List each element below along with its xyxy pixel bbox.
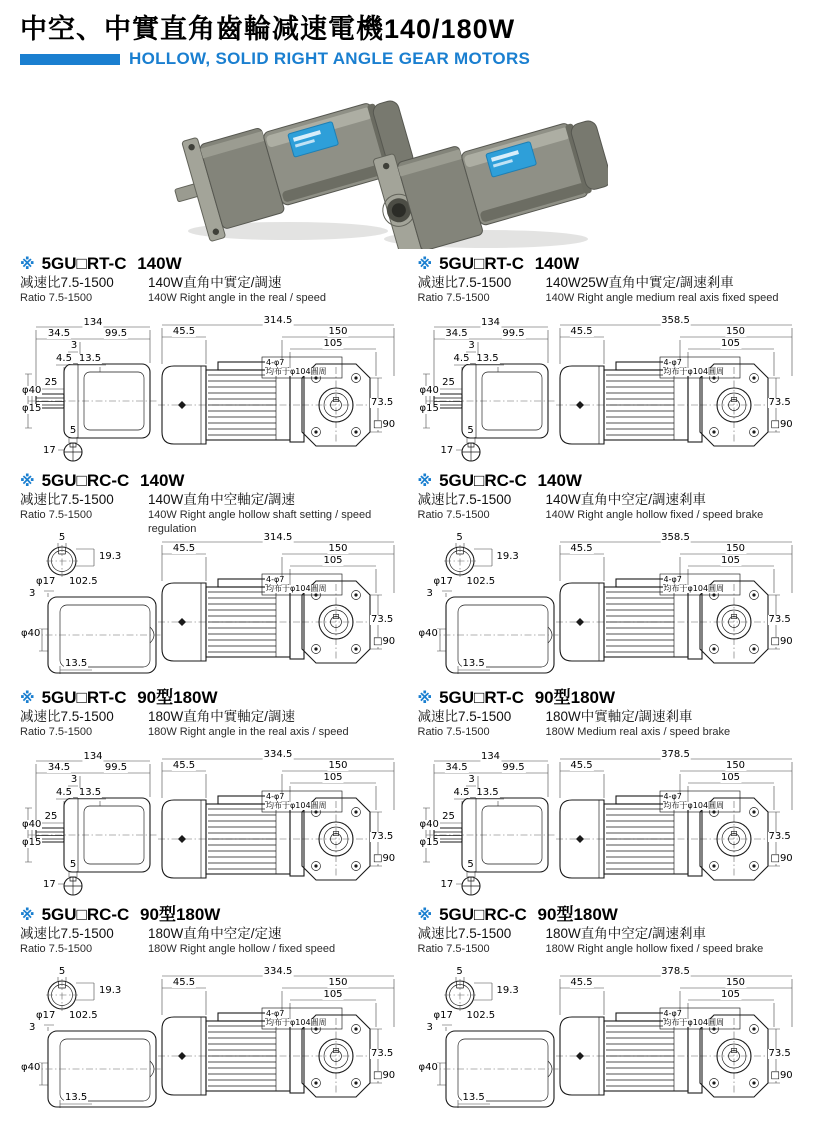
- desc-en: 140W Right angle hollow shaft setting / speed regulation: [148, 509, 372, 535]
- spec-sections: [0, 249, 815, 1117]
- dim-73-5: 73.5: [371, 1048, 394, 1060]
- dim-34-5: 34.5: [445, 328, 468, 340]
- desc-en: 180W Right angle hollow fixed / speed brake: [545, 943, 764, 956]
- desc-en: 140W Right angle in the real / speed: [148, 292, 326, 305]
- section-descriptions: [20, 926, 412, 956]
- technical-drawing-rc140-brake: [418, 533, 796, 683]
- section-marker: ※: [417, 690, 433, 708]
- dim-13-5: 13.5: [65, 658, 88, 670]
- technical-drawing-rc140: [20, 533, 398, 683]
- dim-5: 5: [69, 425, 77, 437]
- section-descriptions: [418, 709, 810, 739]
- desc-cn: 180W直角中空定/調速剎車: [545, 926, 707, 942]
- dim-5: 5: [58, 966, 66, 978]
- dim-73-5: 73.5: [768, 614, 791, 626]
- ratio-en: Ratio 7.5-1500: [20, 292, 93, 305]
- dim-dia-40: φ40: [418, 1062, 438, 1074]
- dim-150: 150: [328, 326, 348, 338]
- dim-17: 17: [440, 445, 454, 457]
- ratio-en: Ratio 7.5-1500: [20, 509, 93, 522]
- technical-drawing-rt140: [20, 316, 398, 466]
- dim-5: 5: [467, 425, 474, 437]
- section-descriptions: [418, 275, 810, 305]
- dim-dia-17: φ17: [433, 576, 453, 588]
- dim-102-5: 102.5: [69, 1010, 98, 1022]
- dim-dia-40: φ40: [419, 819, 439, 831]
- ratio-cn: 减速比7.5-1500: [20, 709, 114, 725]
- dim-34-5: 34.5: [445, 762, 468, 774]
- dim-45-5: 45.5: [570, 326, 593, 338]
- dim-25: 25: [442, 811, 455, 823]
- dim-square-90: □90: [770, 853, 793, 865]
- dim-13-5: 13.5: [476, 353, 499, 365]
- model-title: [418, 905, 810, 925]
- note-bolt-circle: 均布于φ104圓周: [266, 1018, 327, 1028]
- note-bolt-holes: 4-φ7: [266, 792, 285, 802]
- dim-dia-17: φ17: [433, 1010, 453, 1022]
- note-bolt-circle: 均布于φ104圓周: [266, 801, 327, 811]
- ratio-cn: 减速比7.5-1500: [417, 926, 512, 942]
- dim-3: 3: [29, 1022, 36, 1034]
- dim-dia-15: φ15: [22, 837, 42, 849]
- dim-73-5: 73.5: [768, 397, 791, 409]
- section-descriptions: [418, 926, 810, 956]
- desc-cn: 140W直角中空軸定/調速: [148, 492, 296, 508]
- section-descriptions: [418, 492, 810, 522]
- dim-dia-40: φ40: [22, 385, 42, 397]
- dim-total-length: 378.5: [661, 966, 690, 978]
- dim-150: 150: [725, 326, 746, 338]
- section-header: [418, 254, 810, 312]
- dim-3: 3: [70, 340, 78, 352]
- dim-25: 25: [44, 377, 58, 389]
- dim-102-5: 102.5: [466, 1010, 496, 1022]
- ratio-en: Ratio 7.5-1500: [20, 726, 93, 739]
- section-header: [418, 905, 810, 963]
- dim-150: 150: [725, 543, 746, 555]
- section-rc180-brake: [412, 900, 810, 1117]
- ratio-cn: 减速比7.5-1500: [20, 492, 114, 508]
- dim-3: 3: [29, 588, 36, 600]
- row-4: [14, 900, 809, 1117]
- dim-134: 134: [83, 751, 103, 763]
- model-title: [20, 905, 412, 925]
- dim-5: 5: [456, 966, 463, 978]
- dim-34-5: 34.5: [47, 762, 71, 774]
- desc-en: 180W Medium real axis / speed brake: [545, 726, 731, 739]
- dim-45-5: 45.5: [172, 326, 196, 338]
- section-rc140: [14, 466, 412, 683]
- dim-73-5: 73.5: [371, 831, 394, 843]
- dim-45-5: 45.5: [570, 977, 593, 989]
- model-title: [20, 688, 412, 708]
- dim-105: 105: [323, 338, 343, 350]
- dim-dia-17: φ17: [36, 1010, 56, 1022]
- dim-102-5: 102.5: [466, 576, 496, 588]
- dim-150: 150: [328, 543, 348, 555]
- model-name: 5GU□RC-C 90型180W: [439, 905, 618, 925]
- section-marker: ※: [20, 473, 35, 491]
- dim-73-5: 73.5: [371, 397, 394, 409]
- dim-150: 150: [328, 977, 348, 989]
- dim-105: 105: [323, 989, 343, 1001]
- dim-dia-15: φ15: [22, 403, 42, 415]
- dim-99-5: 99.5: [502, 762, 525, 774]
- dim-square-90: □90: [373, 1070, 396, 1082]
- page-subtitle: HOLLOW, SOLID RIGHT ANGLE GEAR MOTORS: [129, 49, 531, 69]
- dim-dia-15: φ15: [419, 837, 439, 849]
- dim-total-length: 334.5: [263, 749, 293, 761]
- dim-13-5: 13.5: [78, 353, 102, 365]
- section-header: [418, 471, 810, 529]
- dim-total-length: 378.5: [661, 749, 690, 761]
- dim-total-length: 314.5: [263, 315, 293, 327]
- dim-13-5: 13.5: [462, 1092, 485, 1104]
- dim-105: 105: [720, 555, 741, 567]
- dim-99-5: 99.5: [104, 762, 128, 774]
- section-marker: ※: [417, 907, 433, 925]
- product-photo-hollow-shaft: [368, 98, 608, 249]
- model-title: [418, 254, 810, 274]
- section-marker: ※: [417, 256, 433, 274]
- dim-square-90: □90: [770, 1070, 793, 1082]
- dim-19-3: 19.3: [99, 985, 122, 997]
- dim-5: 5: [69, 859, 77, 871]
- dim-17: 17: [43, 879, 56, 891]
- desc-cn: 180W直角中空定/定速: [148, 926, 282, 942]
- dim-17: 17: [43, 445, 56, 457]
- dim-19-3: 19.3: [496, 985, 519, 997]
- section-marker: ※: [20, 256, 35, 274]
- row-2: [14, 466, 809, 683]
- technical-drawing-rc180-brake: [418, 967, 796, 1117]
- section-marker: ※: [417, 473, 433, 491]
- ratio-cn: 减速比7.5-1500: [20, 275, 114, 291]
- desc-en: 140W Right angle hollow fixed / speed brake: [545, 509, 764, 522]
- model-name: 5GU□RT-C 140W: [41, 254, 182, 274]
- dim-99-5: 99.5: [104, 328, 128, 340]
- dim-5: 5: [58, 532, 66, 544]
- note-bolt-holes: 4-φ7: [266, 358, 285, 368]
- dim-105: 105: [323, 772, 343, 784]
- section-descriptions: [20, 492, 412, 535]
- section-header: [20, 905, 412, 963]
- dim-dia-17: φ17: [36, 576, 56, 588]
- subtitle-row: [20, 49, 795, 69]
- technical-drawing-rc180: [20, 967, 398, 1117]
- dim-total-length: 358.5: [661, 315, 690, 327]
- dim-dia-40: φ40: [418, 628, 438, 640]
- model-title: [418, 688, 810, 708]
- section-rt180-brake: [412, 683, 810, 900]
- technical-drawing-rt180: [20, 750, 398, 900]
- dim-square-90: □90: [770, 419, 793, 431]
- dim-square-90: □90: [373, 636, 396, 648]
- dim-13-5: 13.5: [78, 787, 102, 799]
- section-marker: ※: [20, 690, 35, 708]
- dim-total-length: 334.5: [263, 966, 293, 978]
- dim-3: 3: [468, 340, 475, 352]
- dim-3: 3: [70, 774, 78, 786]
- section-header: [20, 254, 412, 312]
- section-marker: ※: [20, 907, 35, 925]
- dim-105: 105: [323, 555, 343, 567]
- section-rc140-brake: [412, 466, 810, 683]
- row-1: [14, 249, 809, 466]
- product-photos: [0, 71, 775, 249]
- dim-square-90: □90: [373, 853, 396, 865]
- dim-150: 150: [725, 760, 746, 772]
- dim-99-5: 99.5: [502, 328, 525, 340]
- dim-dia-15: φ15: [419, 403, 439, 415]
- dim-13-5: 13.5: [476, 787, 499, 799]
- note-bolt-holes: 4-φ7: [266, 1009, 285, 1019]
- model-name: 5GU□RT-C 90型180W: [439, 688, 616, 708]
- dim-134: 134: [480, 751, 501, 763]
- technical-drawing-rt180-brake: [418, 750, 796, 900]
- section-rt140: [14, 249, 412, 466]
- row-3: [14, 683, 809, 900]
- note-bolt-holes: 4-φ7: [663, 792, 682, 802]
- dim-total-length: 358.5: [661, 532, 690, 544]
- dim-4-5: 4.5: [453, 353, 470, 365]
- note-bolt-circle: 均布于φ104圓周: [663, 584, 725, 594]
- ratio-en: Ratio 7.5-1500: [417, 726, 490, 739]
- section-rt180: [14, 683, 412, 900]
- dim-total-length: 314.5: [263, 532, 293, 544]
- dim-45-5: 45.5: [172, 977, 196, 989]
- section-header: [418, 688, 810, 746]
- note-bolt-holes: 4-φ7: [663, 358, 682, 368]
- note-bolt-holes: 4-φ7: [663, 575, 682, 585]
- ratio-en: Ratio 7.5-1500: [417, 943, 490, 956]
- dim-34-5: 34.5: [47, 328, 71, 340]
- section-header: [20, 471, 412, 535]
- ratio-cn: 减速比7.5-1500: [417, 709, 512, 725]
- dim-dia-40: φ40: [22, 819, 42, 831]
- dim-3: 3: [426, 588, 433, 600]
- dim-17: 17: [440, 879, 454, 891]
- desc-cn: 180W中實軸定/調速剎車: [545, 709, 693, 725]
- model-name: 5GU□RT-C 140W: [439, 254, 580, 274]
- dim-4-5: 4.5: [56, 787, 72, 799]
- dim-73-5: 73.5: [768, 831, 791, 843]
- desc-en: 140W Right angle medium real axis fixed speed: [545, 292, 779, 305]
- dim-13-5: 13.5: [462, 658, 485, 670]
- dim-3: 3: [426, 1022, 433, 1034]
- dim-45-5: 45.5: [570, 760, 593, 772]
- dim-134: 134: [83, 317, 103, 329]
- dim-19-3: 19.3: [496, 551, 519, 563]
- dim-105: 105: [720, 338, 741, 350]
- accent-bar: [20, 54, 120, 65]
- dim-13-5: 13.5: [65, 1092, 88, 1104]
- ratio-cn: 减速比7.5-1500: [417, 492, 512, 508]
- ratio-cn: 减速比7.5-1500: [417, 275, 512, 291]
- note-bolt-circle: 均布于φ104圓周: [663, 1018, 725, 1028]
- desc-en: 180W Right angle in the real axis / speed: [148, 726, 349, 739]
- dim-25: 25: [442, 377, 455, 389]
- desc-en: 180W Right angle hollow / fixed speed: [148, 943, 336, 956]
- page-header: [0, 0, 815, 69]
- note-bolt-holes: 4-φ7: [663, 1009, 682, 1019]
- note-bolt-holes: 4-φ7: [266, 575, 285, 585]
- dim-dia-40: φ40: [419, 385, 439, 397]
- dim-19-3: 19.3: [99, 551, 122, 563]
- dim-25: 25: [44, 811, 58, 823]
- dim-square-90: □90: [373, 419, 396, 431]
- dim-102-5: 102.5: [69, 576, 98, 588]
- dim-square-90: □90: [770, 636, 793, 648]
- dim-105: 105: [720, 772, 741, 784]
- dim-105: 105: [720, 989, 741, 1001]
- desc-cn: 140W直角中實定/調速: [148, 275, 282, 291]
- ratio-en: Ratio 7.5-1500: [417, 509, 490, 522]
- dim-45-5: 45.5: [172, 760, 196, 772]
- dim-45-5: 45.5: [570, 543, 593, 555]
- dim-45-5: 45.5: [172, 543, 196, 555]
- model-name: 5GU□RC-C 90型180W: [41, 905, 221, 925]
- desc-cn: 140W直角中空定/調速剎車: [545, 492, 707, 508]
- technical-drawing-rt140-brake: [418, 316, 796, 466]
- section-rt140-brake: [412, 249, 810, 466]
- dim-150: 150: [328, 760, 348, 772]
- model-title: [20, 254, 412, 274]
- desc-cn: 140W25W直角中實定/調速剎車: [545, 275, 734, 291]
- ratio-en: Ratio 7.5-1500: [417, 292, 490, 305]
- ratio-en: Ratio 7.5-1500: [20, 943, 93, 956]
- note-bolt-circle: 均布于φ104圓周: [266, 584, 327, 594]
- desc-cn: 180W直角中實軸定/調速: [148, 709, 296, 725]
- model-title: [20, 471, 412, 491]
- product-photos-image: [168, 71, 608, 249]
- note-bolt-circle: 均布于φ104圓周: [266, 367, 327, 377]
- dim-150: 150: [725, 977, 746, 989]
- section-rc180: [14, 900, 412, 1117]
- dim-5: 5: [467, 859, 474, 871]
- dim-4-5: 4.5: [453, 787, 470, 799]
- dim-dia-40: φ40: [21, 628, 41, 640]
- section-descriptions: [20, 275, 412, 305]
- section-descriptions: [20, 709, 412, 739]
- dim-73-5: 73.5: [768, 1048, 791, 1060]
- model-title: [418, 471, 810, 491]
- note-bolt-circle: 均布于φ104圓周: [663, 367, 725, 377]
- ratio-cn: 减速比7.5-1500: [20, 926, 114, 942]
- dim-dia-40: φ40: [21, 1062, 41, 1074]
- model-name: 5GU□RC-C 140W: [439, 471, 582, 491]
- dim-3: 3: [468, 774, 475, 786]
- model-name: 5GU□RT-C 90型180W: [41, 688, 218, 708]
- dim-73-5: 73.5: [371, 614, 394, 626]
- page-title: 中空、中實直角齒輪减速電機140/180W: [20, 14, 516, 44]
- dim-5: 5: [456, 532, 463, 544]
- dim-134: 134: [480, 317, 501, 329]
- dim-4-5: 4.5: [56, 353, 72, 365]
- note-bolt-circle: 均布于φ104圓周: [663, 801, 725, 811]
- section-header: [20, 688, 412, 746]
- model-name: 5GU□RC-C 140W: [41, 471, 185, 491]
